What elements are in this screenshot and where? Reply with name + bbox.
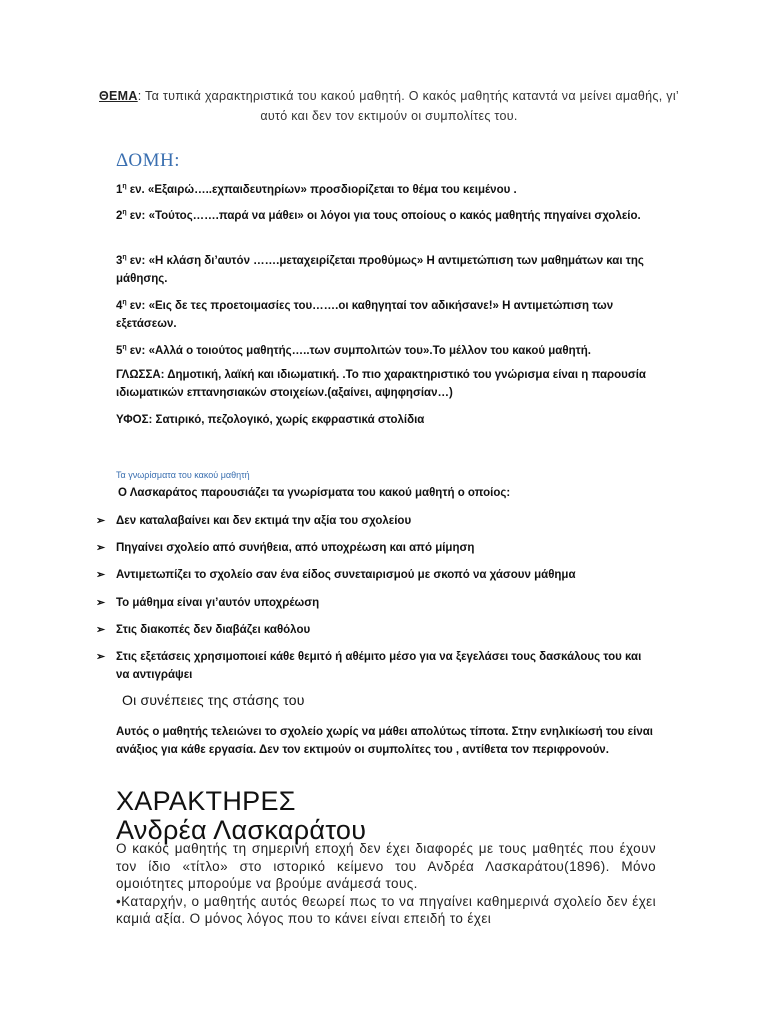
list-item-text: Στις εξετάσεις χρησιμοποιεί κάθε θεμιτό ή αθέμιτο μέσο για να ξεγελάσει τους δασκάλους του και να αντιγράψει: [116, 651, 642, 681]
style-paragraph: [116, 411, 656, 429]
language-paragraph: [116, 366, 656, 402]
language-text: Δημοτική, λαϊκή και ιδιωματική. .Το πιο χαρακτηριστικό του γνώρισμα είναι η παρουσία ιδιωματικών επτανησιακών στοιχείων.(αξαίνει, αψηφησίαν…): [116, 369, 646, 399]
structure-item-4: $4^\eta$ εν: «Εις δε τες προετοιμασίες του…….οι καθηγηταί τον αδικήσανε!» Η αντιμετώπιση των εξετάσεων.: [116, 299, 614, 330]
structure-item-3: $3^\eta$ εν: «Η κλάση δι’αυτόν …….μεταχειρίζεται προθύμως» Η αντιμετώπιση των μαθημάτων και της μάθησης.: [116, 254, 644, 285]
arrow-bullet-icon: ➢: [96, 569, 106, 581]
arrow-bullet-icon: ➢: [96, 515, 106, 527]
structure-title: ΔΟΜΗ:: [116, 150, 180, 171]
style-label: ΥΦΟΣ:: [116, 414, 153, 426]
structure-item-5: $5^\eta$ εν: «Αλλά ο τοιούτος μαθητής…..των συμπολιτών του».Το μέλλον του κακού μαθητή.: [116, 344, 591, 357]
theme-text: : Τα τυπικά χαρακτηριστικά του κακού μαθητή. Ο κακός μαθητής καταντά να μείνει αμαθής, γι’ αυτό και δεν τον εκτιμούν οι συμπολίτες του.: [137, 89, 679, 123]
author-title: Ανδρέα Λασκαράτου: [116, 815, 367, 845]
structure-item-2: $2^\eta$ εν: «Τούτος…….παρά να μάθει» οι λόγοι για τους οποίους ο κακός μαθητής πηγαίνει σχολείο.: [116, 209, 641, 222]
body-paragraph-2: •Καταρχήν, ο μαθητής αυτός θεωρεί πως το να πηγαίνει καθημερινά σχολείο δεν έχει καμιά αξία. Ο μόνος λόγος που το κάνει είναι επειδή το έχει: [116, 893, 656, 926]
consequences-heading: Οι συνέπειες της στάσης του: [122, 692, 305, 708]
arrow-bullet-icon: ➢: [96, 624, 106, 636]
body-paragraph-1: Ο κακός μαθητής τη σημερινή εποχή δεν έχει διαφορές με τους μαθητές που έχουν τον ίδιο «τίτλο» στο ιστορικό κείμενο του Ανδρέα Λασκαράτου(1896). Μόνο ομοιότητες μπορούμε να βρούμε ανάμεσά τους.: [116, 841, 656, 891]
arrow-bullet-icon: ➢: [96, 597, 106, 609]
list-item-text: Αντιμετωπίζει το σχολείο σαν ένα είδος συνεταιρισμού με σκοπό να χάσουν μάθημα: [116, 569, 576, 581]
traits-intro: Ο Λασκαράτος παρουσιάζει τα γνωρίσματα του κακού μαθητή ο οποίος:: [118, 487, 511, 499]
traits-subheading: Τα γνωρίσματα του κακού μαθητή: [116, 470, 250, 480]
language-label: ΓΛΩΣΣΑ:: [116, 369, 165, 381]
arrow-bullet-icon: ➢: [96, 542, 106, 554]
list-item-text: Στις διακοπές δεν διαβάζει καθόλου: [116, 624, 311, 636]
list-item-text: Δεν καταλαβαίνει και δεν εκτιμά την αξία του σχολείου: [116, 515, 412, 527]
characters-title: ΧΑΡΑΚΤΗΡΕΣ: [116, 786, 296, 816]
list-item-text: Το μάθημα είναι γι’αυτόν υποχρέωση: [116, 597, 320, 609]
body-text: [116, 840, 656, 928]
consequences-text: Αυτός ο μαθητής τελειώνει το σχολείο χωρίς να μάθει απολύτως τίποτα. Στην ενηλικίωσή του είναι ανάξιος για κάθε εργασία. Δεν τον εκτιμούν οι συμπολίτες του , αντίθετα τον περιφρονούν.: [116, 726, 653, 756]
theme-label: ΘΕΜΑ: [99, 89, 138, 103]
structure-item-1: $1^\eta$ εν. «Εξαιρώ…..εχπαιδευτηρίων» προσδιορίζεται το θέμα του κειμένου .: [116, 183, 517, 196]
arrow-bullet-icon: ➢: [96, 651, 106, 663]
list-item-text: Πηγαίνει σχολείο από συνήθεια, από υποχρέωση και από μίμηση: [116, 542, 475, 554]
style-text: Σατιρικό, πεζολογικό, χωρίς εκφραστικά στολίδια: [152, 414, 425, 426]
theme-heading: [96, 86, 682, 126]
